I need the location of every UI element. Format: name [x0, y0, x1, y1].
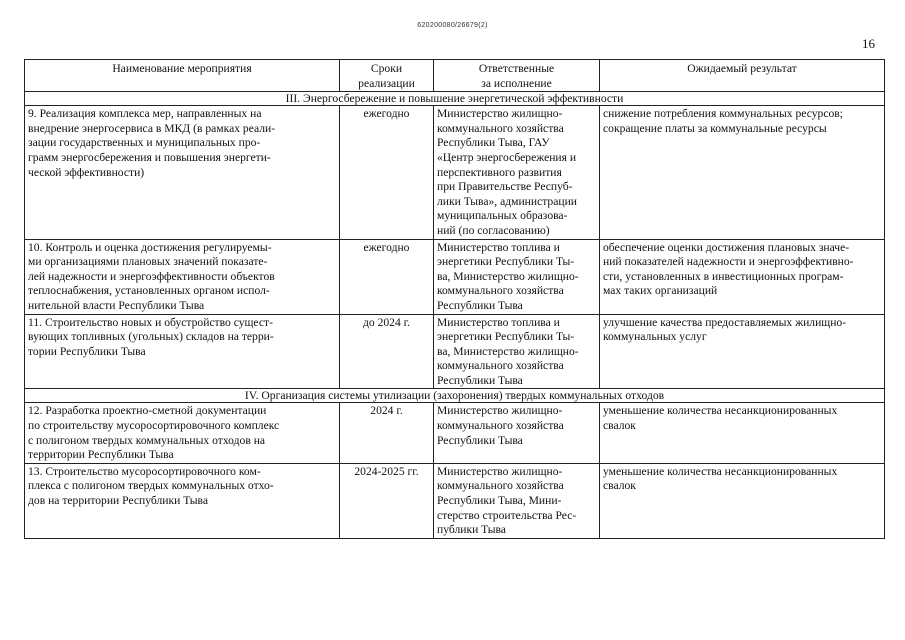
measures-table: [24, 59, 885, 539]
cell-term: [340, 239, 434, 314]
text-line: коммунального хозяйства: [437, 284, 564, 298]
text-line: по строительству мусоросортировочного комплекс: [28, 419, 280, 433]
text-line: лей надежности и энергоэффективности объектов: [28, 269, 275, 283]
cell-measure-name: [25, 314, 340, 389]
text-line: ний (по согласованию): [437, 223, 550, 237]
text-line: Министерство жилищно-: [437, 107, 563, 121]
text-line: ежегодно: [363, 240, 410, 254]
text-line: ми организациями плановых значений показате-: [28, 255, 268, 269]
text-line: 9. Реализация комплекса мер, направленных на: [28, 107, 262, 121]
text-line: плекса с полигоном твердых коммунальных отхо-: [28, 479, 274, 493]
text-line: ний показателей надежности и энергоэффективно-: [603, 255, 854, 269]
text-line: нительной власти Республики Тыва: [28, 298, 205, 312]
text-line: улучшение качества предоставляемых жилищно-: [603, 315, 847, 329]
text-line: 13. Строительство мусоросортировочного ком-: [28, 464, 261, 478]
text-line: до 2024 г.: [362, 315, 411, 329]
text-line: Министерство жилищно-: [437, 464, 563, 478]
text-line: энергетики Республики Ты-: [437, 255, 575, 269]
text-line: 2024 г.: [370, 404, 403, 418]
header-responsible: [434, 60, 600, 92]
section-header-row: [25, 92, 885, 106]
cell-expected-result: [600, 314, 885, 389]
section-title: IV. Организация системы утилизации (захоронения) твердых коммунальных отходов: [25, 389, 885, 403]
document-id: 620200080/26679(2): [417, 22, 488, 29]
text-line: энергетики Республики Ты-: [437, 330, 575, 344]
cell-responsible: [434, 314, 600, 389]
text-line: ежегодно: [363, 107, 410, 121]
table-row: [25, 314, 885, 389]
text-line: 2024-2025 гг.: [354, 464, 419, 478]
text-line: Наименование мероприятия: [112, 62, 252, 75]
text-line: коммунального хозяйства: [437, 419, 564, 433]
text-line: Министерство топлива и: [437, 240, 560, 254]
cell-term: [340, 463, 434, 538]
cell-responsible: [434, 106, 600, 239]
text-line: Республики Тыва: [437, 433, 523, 447]
cell-term: [340, 403, 434, 463]
text-line: Министерство жилищно-: [437, 404, 563, 418]
text-line: Республики Тыва, Мини-: [437, 494, 562, 508]
text-line: 12. Разработка проектно-сметной документации: [28, 404, 267, 418]
text-line: внедрение энергосервиса в МКД (в рамках реали-: [28, 121, 276, 135]
cell-measure-name: [25, 106, 340, 239]
text-line: уменьшение количества несанкционированных: [603, 404, 838, 418]
cell-term: [340, 314, 434, 389]
text-line: публики Тыва: [437, 523, 506, 537]
table-body: [25, 92, 885, 539]
header-name: [25, 60, 340, 92]
text-line: уменьшение количества несанкционированных: [603, 464, 838, 478]
cell-responsible: [434, 463, 600, 538]
text-line: Сроки: [370, 62, 403, 75]
text-line: лики Тыва», администрации: [437, 194, 577, 208]
text-line: Республики Тыва: [437, 373, 523, 387]
text-line: стерство строительства Рес-: [437, 508, 577, 522]
table-header-row: [25, 60, 885, 92]
text-line: Ожидаемый результат: [687, 62, 797, 75]
cell-measure-name: [25, 239, 340, 314]
text-line: коммунальных услуг: [603, 330, 707, 344]
table-row: [25, 106, 885, 239]
text-line: при Правительстве Респуб-: [437, 180, 573, 194]
text-line: 10. Контроль и оценка достижения регулируемы-: [28, 240, 272, 254]
text-line: свалок: [603, 479, 636, 493]
table-row: [25, 239, 885, 314]
text-line: тории Республики Тыва: [28, 344, 146, 358]
table-row: [25, 403, 885, 463]
section-title: III. Энергосбережение и повышение энергетической эффективности: [25, 92, 885, 106]
cell-responsible: [434, 239, 600, 314]
text-line: Министерство топлива и: [437, 315, 560, 329]
section-header-row: [25, 389, 885, 403]
text-line: дов на территории Республики Тыва: [28, 494, 208, 508]
text-line: ческой эффективности): [28, 165, 145, 179]
text-line: ва, Министерство жилищно-: [437, 269, 579, 283]
cell-expected-result: [600, 239, 885, 314]
text-line: сокращение платы за коммунальные ресурсы: [603, 121, 827, 135]
text-line: ва, Министерство жилищно-: [437, 344, 579, 358]
text-line: обеспечение оценки достижения плановых значе-: [603, 240, 850, 254]
text-line: коммунального хозяйства: [437, 121, 564, 135]
cell-measure-name: [25, 403, 340, 463]
text-line: свалок: [603, 419, 636, 433]
text-line: мах таких организаций: [603, 284, 718, 298]
cell-measure-name: [25, 463, 340, 538]
cell-term: [340, 106, 434, 239]
text-line: территории Республики Тыва: [28, 448, 174, 462]
text-line: теплоснабжения, установленных органом испол-: [28, 284, 270, 298]
table-row: [25, 463, 885, 538]
header-terms: [340, 60, 434, 92]
page-number: 16: [862, 36, 875, 51]
cell-expected-result: [600, 403, 885, 463]
text-line: снижение потребления коммунальных ресурсов;: [603, 107, 843, 121]
text-line: грамм энергосбережения и повышения энергети-: [28, 150, 271, 164]
text-line: коммунального хозяйства: [437, 479, 564, 493]
text-line: с полигоном твердых коммунальных отходов на: [28, 433, 266, 447]
cell-expected-result: [600, 463, 885, 538]
text-line: сти, установленных в инвестиционных програм-: [603, 269, 844, 283]
text-line: «Центр энергосбережения и: [437, 150, 577, 164]
text-line: 11. Строительство новых и обустройство сущест-: [28, 315, 273, 329]
text-line: Ответственные: [478, 62, 555, 75]
text-line: за исполнение: [481, 76, 552, 90]
text-line: реализации: [358, 76, 415, 90]
text-line: перспективного развития: [437, 165, 562, 179]
text-line: вующих топливных (угольных) складов на терри-: [28, 330, 274, 344]
cell-expected-result: [600, 106, 885, 239]
text-line: коммунального хозяйства: [437, 359, 564, 373]
text-line: муниципальных образова-: [437, 209, 568, 223]
text-line: Республики Тыва, ГАУ: [437, 136, 550, 150]
cell-responsible: [434, 403, 600, 463]
text-line: Республики Тыва: [437, 298, 523, 312]
text-line: зации государственных и муниципальных про-: [28, 136, 261, 150]
header-result: [600, 60, 885, 92]
